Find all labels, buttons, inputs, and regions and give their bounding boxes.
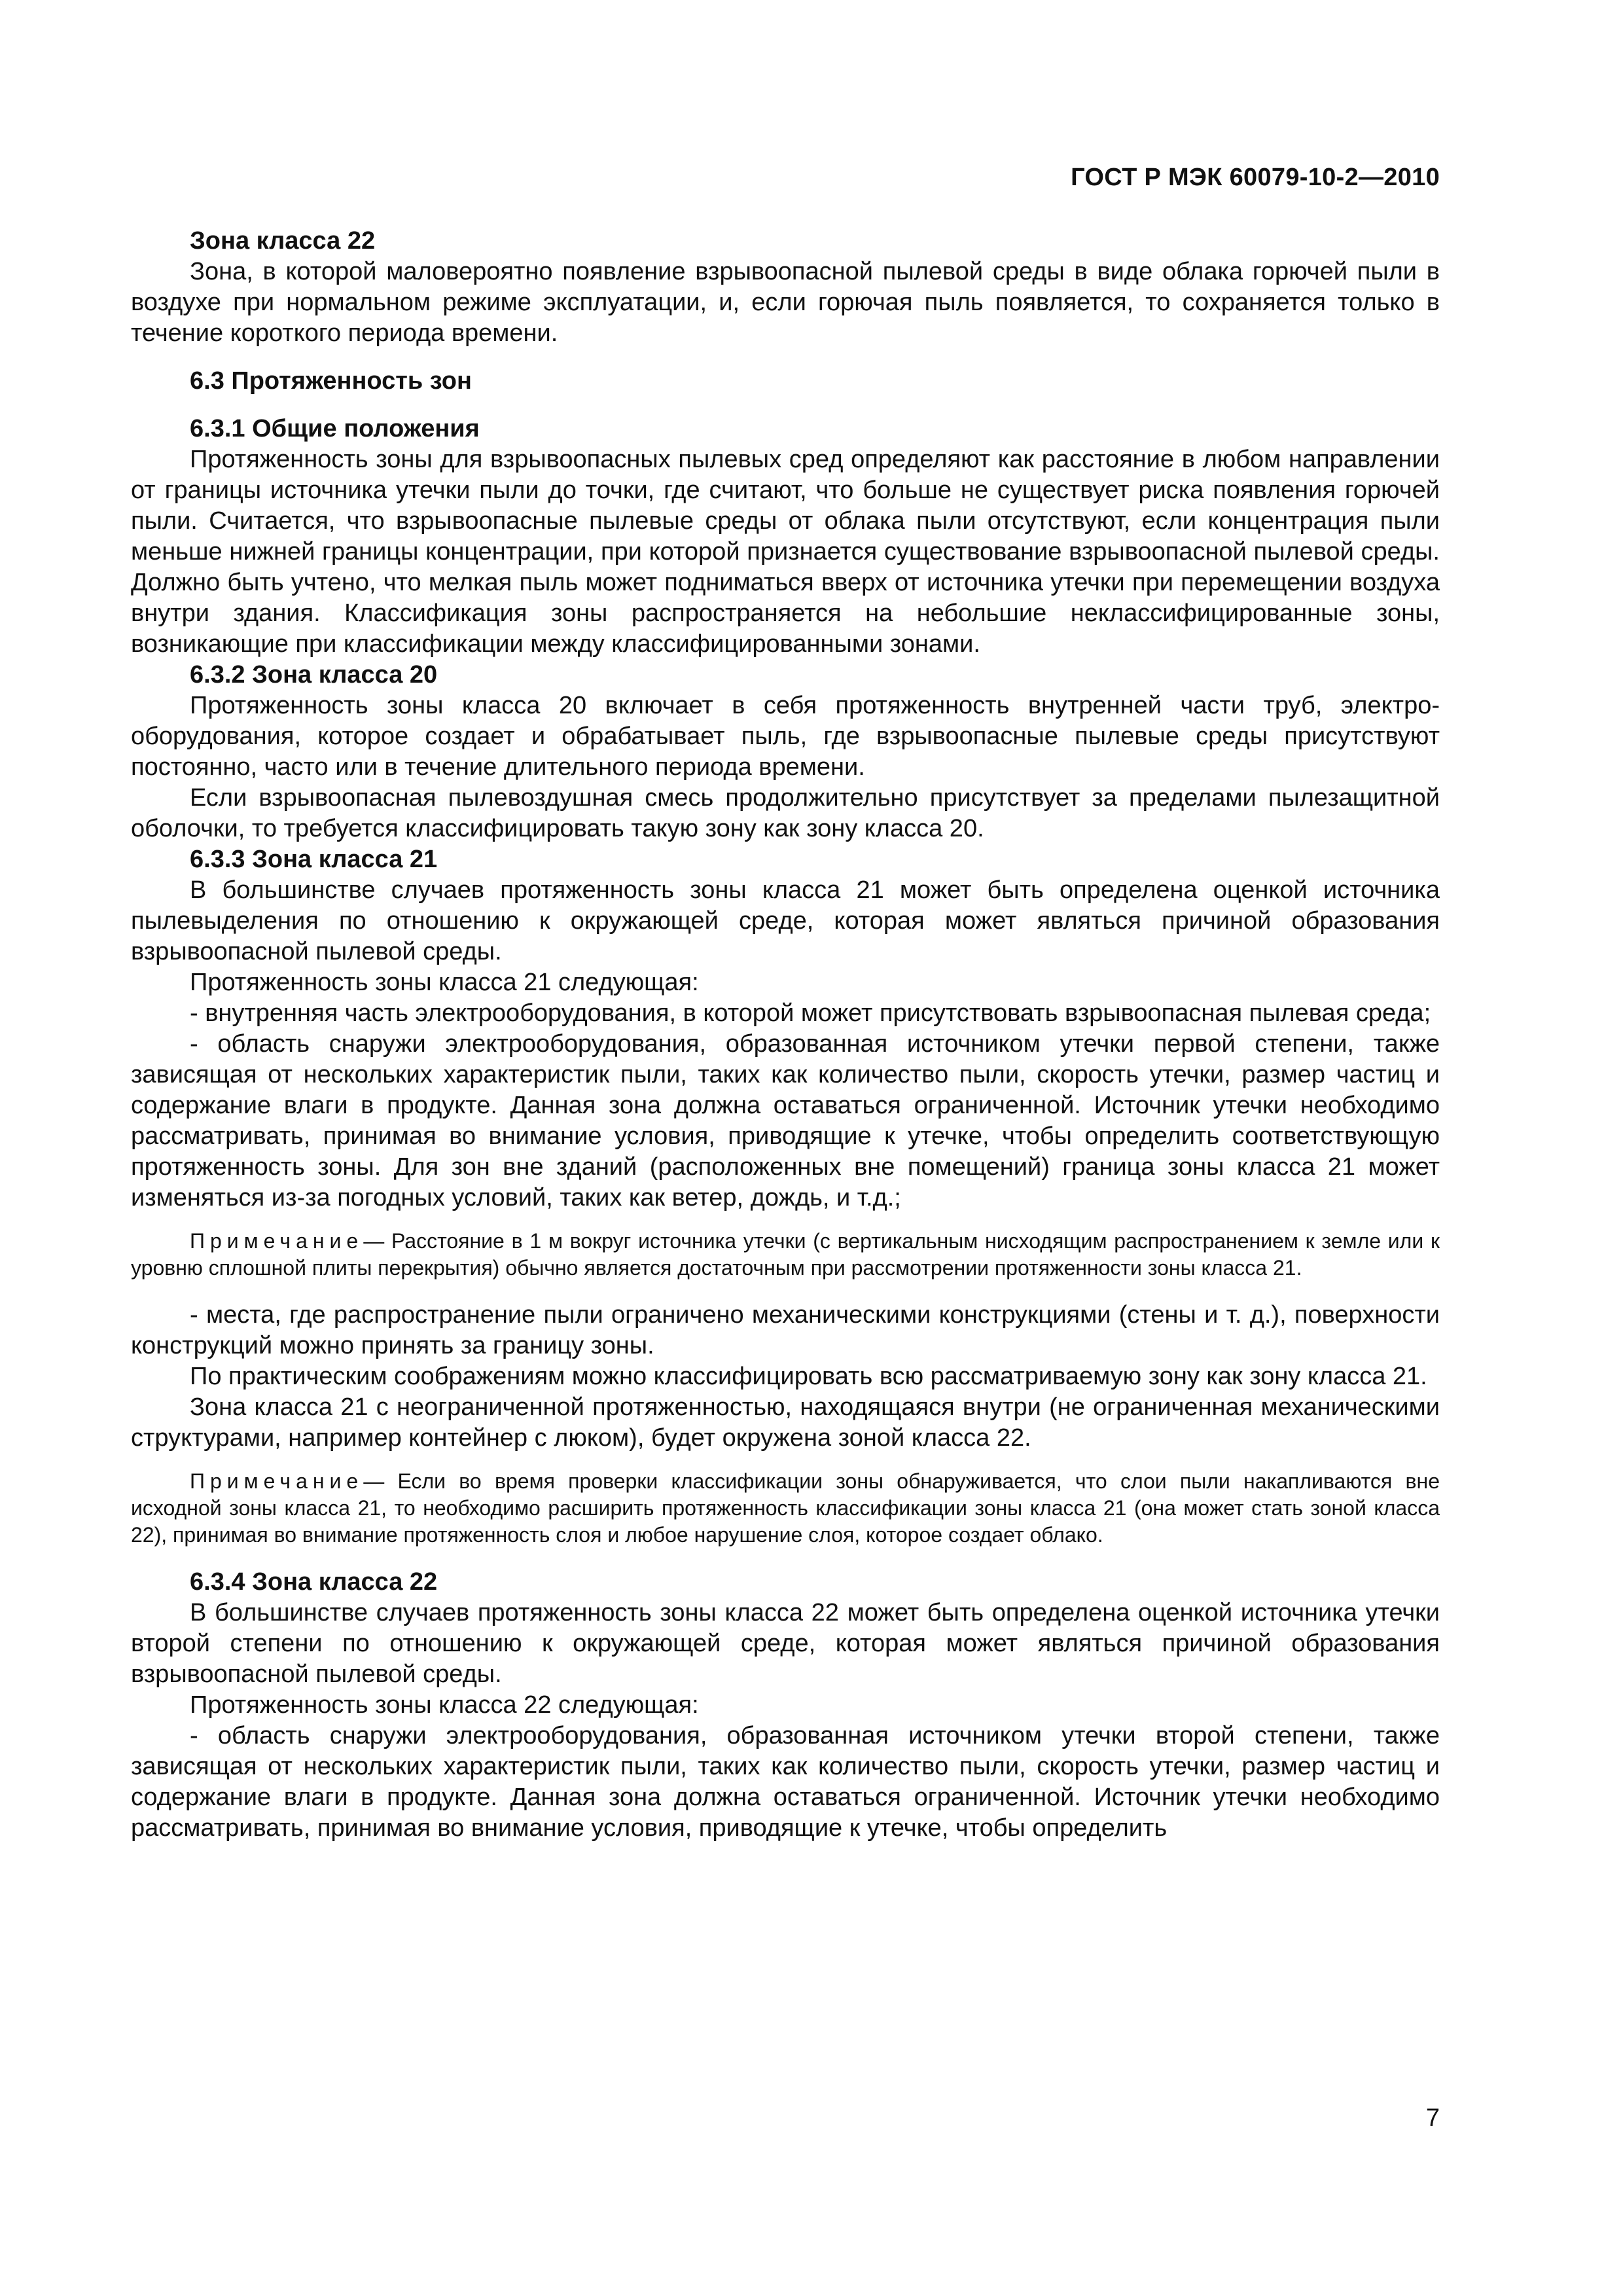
- body-paragraph: По практическим соображениям можно классифицировать всю рассматриваемую зону как зону класса 21.: [190, 1363, 1427, 1390]
- note-text: — Если во время проверки классификации зоны обнаруживается, что слои пыли накапливаются вне исходной зоны класса 21, то необходимо расширить протяженность классификации зоны класса 21 (она может стать зоной класса 22), принимая во внимание протяженность слоя и любое нарушение слоя, которое создает облако.: [131, 1469, 1440, 1547]
- note-paragraph: [131, 1468, 1440, 1549]
- section-heading: 6.3.3 Зона класса 21: [190, 846, 438, 873]
- note-label: Примечание: [190, 1229, 364, 1253]
- body-paragraph: Зона, в которой маловероятно появление взрывоопасной пылевой среды в виде облака горючей пыли в воздухе при нормальном режиме эксплуатации, и, если горючая пыль появляется, то сохраняется только в течение короткого периода времени.: [131, 258, 1440, 347]
- body-paragraph: Протяженность зоны для взрывоопасных пылевых сред определяют как расстояние в любом направлении от границы источника утечки пыли до точки, где считают, что больше не существует риска появления горючей пыли. Считается, что взрывоопасные пылевые среды от облака пыли отсутствуют, если концентрация пыли меньше нижней границы концентрации, при которой признается существование взрывоопасной пылевой среды. Должно быть учтено, что мелкая пыль может подниматься вверх от источника утечки при перемещении воздуха внутри здания. Классификация зоны распространяется на небольшие неклассифицированные зоны, возникающие при классификации между классифицированными зонами.: [131, 446, 1440, 658]
- document-body: [131, 226, 1440, 1844]
- page-header-standard: ГОСТ Р МЭК 60079-10-2—2010: [1071, 164, 1440, 191]
- body-paragraph: - места, где распространение пыли ограничено механическими конструкциями (стены и т. д.), поверхности конструкций можно принять за границу зоны.: [131, 1301, 1440, 1359]
- body-paragraph: Протяженность зоны класса 21 следующая:: [190, 969, 699, 996]
- note-label: Примечание: [190, 1469, 364, 1493]
- section-heading: 6.3.4 Зона класса 22: [190, 1568, 438, 1596]
- section-heading: 6.3 Протяженность зон: [190, 367, 472, 395]
- body-paragraph: В большинстве случаев протяженность зоны класса 22 может быть определена оценкой источника утечки второй степени по отношению к окружающей среде, которая может являться причиной образования взрывоопасной пылевой среды.: [131, 1599, 1440, 1688]
- note-text: — Расстояние в 1 м вокруг источника утечки (с вертикальным нисходящим распространением к земле или к уровню сплошной плиты перекрытия) обычно является достаточным при рассмотрении протяженности зоны класса 21.: [131, 1229, 1440, 1280]
- note-paragraph: [131, 1228, 1440, 1282]
- section-heading: 6.3.2 Зона класса 20: [190, 661, 438, 689]
- body-paragraph: Протяженность зоны класса 20 включает в себя протяженность внутренней части труб, электрооборудования, которое создает и обрабатывает пыль, где взрывоопасные пылевые среды присутствуют постоянно, часто или в течение длительного периода времени.: [131, 692, 1440, 781]
- body-paragraph: - область снаружи электрооборудования, образованная источником утечки первой степени, также зависящая от нескольких характеристик пыли, таких как количество пыли, скорость утечки, размер частиц и содержание влаги в продукте. Данная зона должна оставаться ограниченной. Источник утечки необходимо рассматривать, принимая во внимание условия, приводящие к утечке, чтобы определить соответствующую протяженность зоны. Для зон вне зданий (расположенных вне помещений) граница зоны класса 21 может изменяться из-за погодных условий, таких как ветер, дождь, и т.д.;: [131, 1030, 1440, 1211]
- body-paragraph: Если взрывоопасная пылевоздушная смесь продолжительно присутствует за пределами пылезащитной оболочки, то требуется классифицировать такую зону как зону класса 20.: [131, 784, 1440, 842]
- section-heading: Зона класса 22: [190, 227, 376, 255]
- body-paragraph: Протяженность зоны класса 22 следующая:: [190, 1691, 699, 1719]
- body-paragraph: - внутренняя часть электрооборудования, в которой может присутствовать взрывоопасная пылевая среда;: [190, 999, 1431, 1027]
- page-number: 7: [1425, 2104, 1440, 2132]
- body-paragraph: В большинстве случаев протяженность зоны класса 21 может быть определена оценкой источника пылевыделения по отношению к окружающей среде, которая может являться причиной образования взрывоопасной пылевой среды.: [131, 876, 1440, 965]
- body-paragraph: Зона класса 21 с неограниченной протяженностью, находящаяся внутри (не ограниченная механическими структурами, например контейнер с люком), будет окружена зоной класса 22.: [131, 1393, 1440, 1452]
- body-paragraph: - область снаружи электрооборудования, образованная источником утечки второй степени, также зависящая от нескольких характеристик пыли, таких как количество пыли, скорость утечки, размер частиц и содержание влаги в продукте. Данная зона должна оставаться ограниченной. Источник утечки необходимо рассматривать, принимая во внимание условия, приводящие к утечке, чтобы определить: [131, 1722, 1440, 1842]
- section-heading: 6.3.1 Общие положения: [190, 415, 480, 442]
